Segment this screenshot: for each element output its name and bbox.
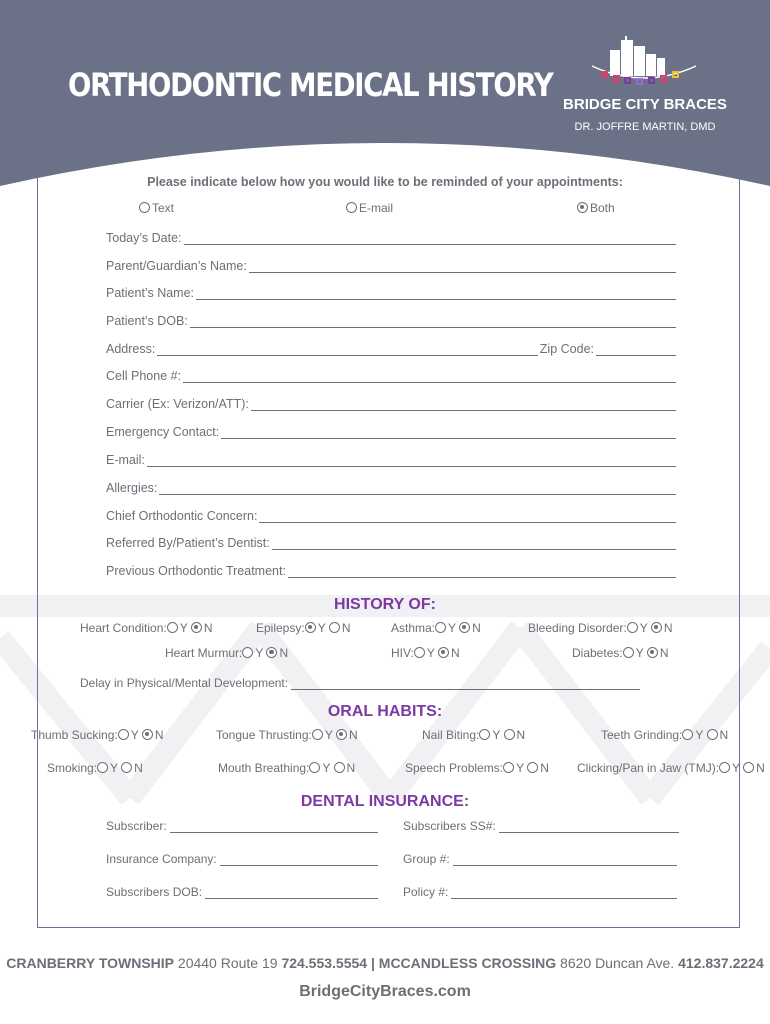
page-title: ORTHODONTIC MEDICAL HISTORY — [68, 66, 553, 104]
tongue-thrusting-question: Tongue Thrusting: Y N — [216, 728, 358, 742]
radio-icon[interactable] — [309, 762, 320, 773]
radio-icon[interactable] — [312, 729, 323, 740]
radio-icon[interactable] — [627, 622, 638, 633]
referred-by-input[interactable] — [272, 538, 676, 550]
radio-icon[interactable] — [623, 647, 634, 658]
previous-treatment-field[interactable]: Previous Orthodontic Treatment: — [106, 562, 676, 578]
chief-concern-field[interactable]: Chief Orthodontic Concern: — [106, 507, 676, 523]
radio-icon[interactable] — [414, 647, 425, 658]
radio-selected-icon[interactable] — [577, 202, 588, 213]
patient-name-input[interactable] — [196, 288, 676, 300]
radio-icon[interactable] — [435, 622, 446, 633]
address-input[interactable] — [157, 344, 537, 356]
radio-icon[interactable] — [504, 729, 515, 740]
footer-locations — [0, 955, 770, 971]
speech-problems-question: Speech Problems: Y N — [405, 761, 549, 775]
patient-name-field[interactable]: Patient’s Name: — [106, 284, 676, 300]
location-2-name: MCCANDLESS CROSSING — [378, 955, 557, 971]
bleeding-disorder-question: Bleeding Disorder: Y N — [528, 621, 673, 635]
email-field[interactable]: E-mail: — [106, 451, 676, 467]
subscriber-input[interactable] — [170, 821, 378, 833]
teeth-grinding-question: Teeth Grinding: Y N — [601, 728, 729, 742]
subscriber-dob-input[interactable] — [205, 887, 378, 899]
delay-development-input[interactable] — [291, 678, 640, 690]
email-input[interactable] — [147, 455, 676, 467]
radio-icon[interactable] — [479, 729, 490, 740]
website-link[interactable]: BridgeCityBraces.com — [299, 983, 471, 1000]
todays-date-field[interactable]: Today’s Date: — [106, 229, 676, 245]
asthma-question: Asthma: Y N — [391, 621, 481, 635]
subscriber-field[interactable]: Subscriber: — [106, 817, 378, 833]
nail-biting-question: Nail Biting: Y N — [422, 728, 526, 742]
location-1-name: CRANBERRY TOWNSHIP — [6, 955, 175, 971]
reminder-option-email[interactable]: E-mail — [346, 201, 393, 215]
cell-phone-input[interactable] — [183, 371, 676, 383]
radio-selected-icon[interactable] — [336, 729, 347, 740]
radio-icon[interactable] — [329, 622, 340, 633]
epilepsy-question: Epilepsy: Y N — [256, 621, 351, 635]
allergies-input[interactable] — [159, 483, 676, 495]
radio-icon[interactable] — [167, 622, 178, 633]
smoking-question: Smoking: Y N — [47, 761, 143, 775]
radio-selected-icon[interactable] — [438, 647, 449, 658]
location-1-phone[interactable]: 724.553.5554 — [281, 955, 368, 971]
radio-selected-icon[interactable] — [305, 622, 316, 633]
location-1-address: 20440 Route 19 — [177, 955, 278, 971]
radio-icon[interactable] — [97, 762, 108, 773]
zip-label: Zip Code: — [539, 342, 594, 356]
policy-number-field[interactable]: Policy #: — [403, 883, 677, 899]
radio-icon[interactable] — [682, 729, 693, 740]
heart-condition-question: Heart Condition: Y N — [80, 621, 213, 635]
cell-phone-field[interactable]: Cell Phone #: — [106, 367, 676, 383]
address-field[interactable]: Address: Zip Code: — [106, 340, 676, 356]
referred-by-field[interactable]: Referred By/Patient’s Dentist: — [106, 534, 676, 550]
guardian-name-input[interactable] — [249, 261, 676, 273]
dental-insurance-section-title: DENTAL INSURANCE: — [300, 793, 470, 810]
radio-icon[interactable] — [118, 729, 129, 740]
reminder-option-text[interactable]: Text — [139, 201, 174, 215]
radio-selected-icon[interactable] — [142, 729, 153, 740]
patient-dob-input[interactable] — [190, 316, 676, 328]
tmj-question: Clicking/Pan in Jaw (TMJ): Y N — [577, 761, 765, 775]
thumb-sucking-question: Thumb Sucking: Y N — [31, 728, 164, 742]
location-separator: | — [370, 955, 375, 971]
radio-selected-icon[interactable] — [191, 622, 202, 633]
previous-treatment-input[interactable] — [288, 566, 676, 578]
radio-icon[interactable] — [121, 762, 132, 773]
history-section-title: HISTORY OF: — [334, 596, 436, 613]
carrier-input[interactable] — [251, 399, 676, 411]
radio-icon[interactable] — [503, 762, 514, 773]
allergies-field[interactable]: Allergies: — [106, 479, 676, 495]
reminder-prompt: Please indicate below how you would like to be reminded of your appointments: — [147, 175, 623, 189]
chief-concern-input[interactable] — [259, 511, 676, 523]
carrier-field[interactable]: Carrier (Ex: Verizon/ATT): — [106, 395, 676, 411]
radio-icon[interactable] — [527, 762, 538, 773]
brand-name: BRIDGE CITY BRACES — [563, 96, 727, 113]
mouth-breathing-question: Mouth Breathing: Y N — [218, 761, 356, 775]
heart-murmur-question: Heart Murmur: Y N — [165, 646, 289, 660]
doctor-name: DR. JOFFRE MARTIN, DMD — [574, 121, 716, 133]
radio-selected-icon[interactable] — [266, 647, 277, 658]
hiv-question: HIV: Y N — [391, 646, 460, 660]
radio-icon[interactable] — [242, 647, 253, 658]
policy-number-input[interactable] — [451, 887, 677, 899]
insurance-company-field[interactable]: Insurance Company: — [106, 850, 378, 866]
group-number-input[interactable] — [453, 854, 677, 866]
group-number-field[interactable]: Group #: — [403, 850, 677, 866]
todays-date-input[interactable] — [184, 233, 676, 245]
radio-selected-icon[interactable] — [651, 622, 662, 633]
radio-selected-icon[interactable] — [459, 622, 470, 633]
location-2-phone[interactable]: 412.837.2224 — [678, 955, 764, 971]
patient-dob-field[interactable]: Patient’s DOB: — [106, 312, 676, 328]
delay-development-field[interactable]: Delay in Physical/Mental Development: — [80, 674, 640, 690]
radio-selected-icon[interactable] — [647, 647, 658, 658]
radio-icon[interactable] — [707, 729, 718, 740]
radio-icon[interactable] — [743, 762, 754, 773]
bridge-city-braces-logo — [588, 36, 700, 86]
emergency-contact-input[interactable] — [221, 427, 676, 439]
radio-icon[interactable] — [346, 202, 357, 213]
oral-habits-section-title: ORAL HABITS: — [327, 703, 443, 720]
subscriber-ss-input[interactable] — [499, 821, 679, 833]
radio-icon[interactable] — [719, 762, 730, 773]
subscriber-dob-field[interactable]: Subscribers DOB: — [106, 883, 378, 899]
guardian-name-field[interactable]: Parent/Guardian’s Name: — [106, 257, 676, 273]
subscriber-ss-field[interactable]: Subscribers SS#: — [403, 817, 679, 833]
location-2-address: 8620 Duncan Ave. — [560, 955, 675, 971]
emergency-contact-field[interactable]: Emergency Contact: — [106, 423, 676, 439]
zip-code-input[interactable] — [596, 344, 676, 356]
insurance-company-input[interactable] — [220, 854, 378, 866]
radio-icon[interactable] — [334, 762, 345, 773]
radio-icon[interactable] — [139, 202, 150, 213]
diabetes-question: Diabetes: Y N — [572, 646, 669, 660]
reminder-option-both[interactable]: Both — [577, 201, 615, 215]
